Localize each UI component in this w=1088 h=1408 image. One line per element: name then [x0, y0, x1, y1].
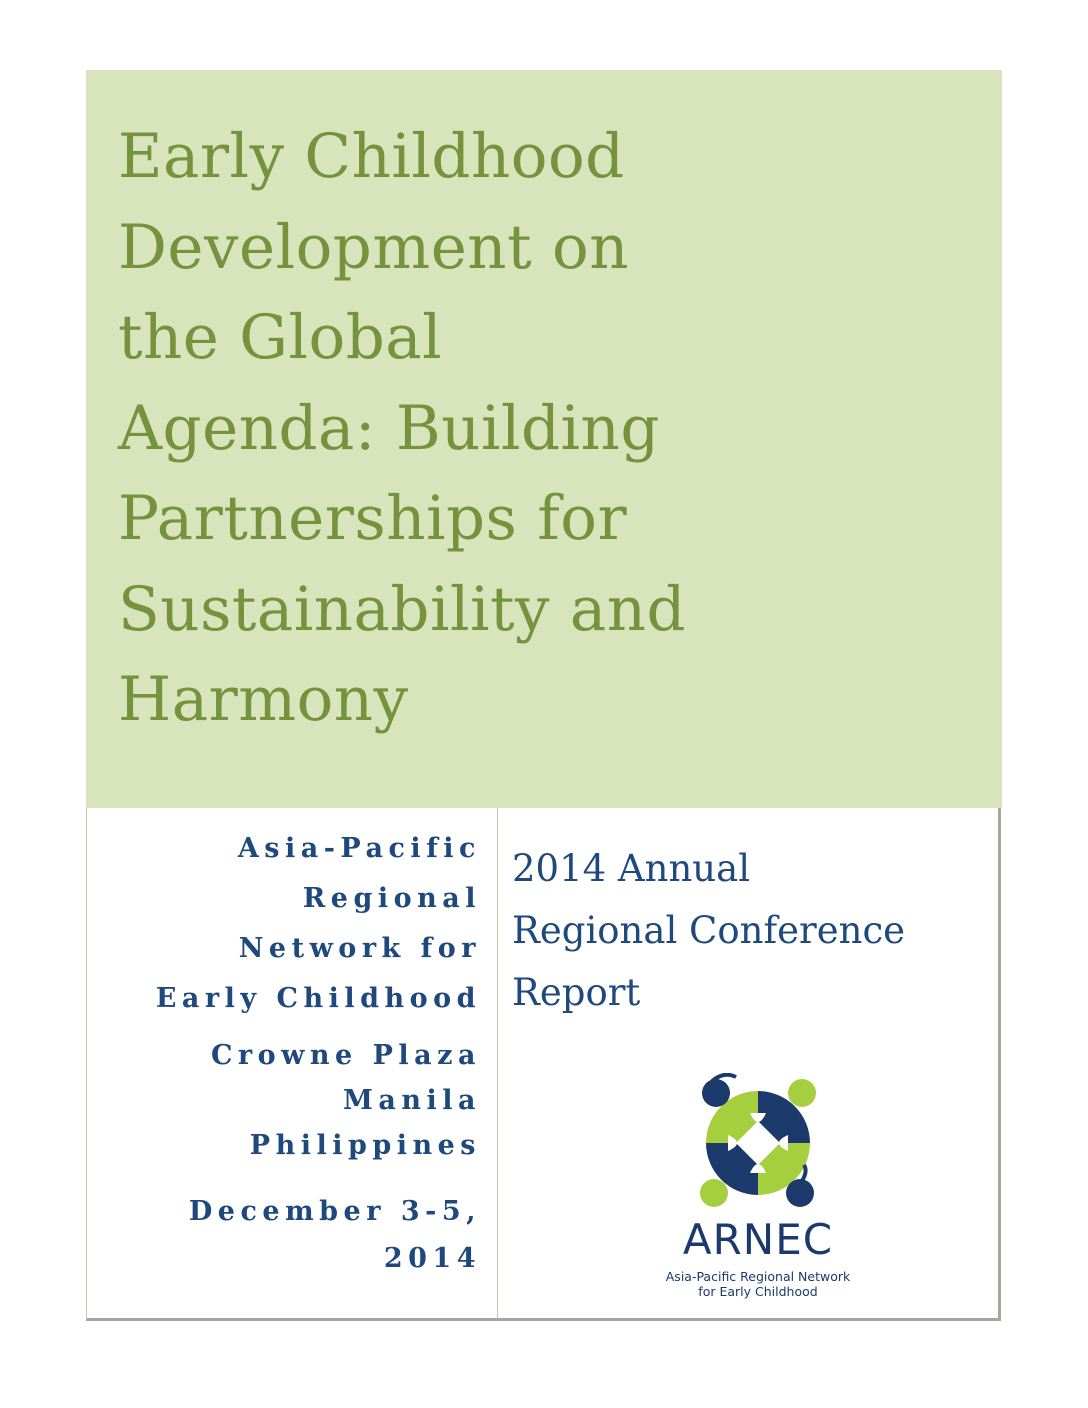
logo-subtitle-line: for Early Childhood	[698, 1284, 818, 1299]
report-info-box	[498, 808, 1001, 1321]
report-subtitle	[512, 838, 905, 1024]
org-line: Asia-Pacific	[237, 833, 481, 864]
venue-line: Manila	[342, 1085, 481, 1116]
date-line: 2014	[383, 1243, 481, 1274]
title-line: Partnerships for	[118, 483, 628, 554]
title-line: Development on	[118, 211, 629, 283]
report-line: Report	[512, 971, 641, 1014]
arnec-logo	[638, 1073, 878, 1299]
title-line: Sustainability and	[118, 573, 687, 645]
cover-title	[118, 112, 878, 746]
report-line: Regional Conference	[512, 909, 906, 952]
title-line: Early Childhood	[118, 121, 625, 192]
logo-wordmark: ARNEC	[682, 1215, 834, 1264]
title-line: Agenda: Building	[118, 392, 660, 464]
title-line: Harmony	[118, 664, 409, 735]
title-line: the Global	[118, 302, 443, 373]
venue-line: Crowne Plaza	[210, 1040, 481, 1071]
organization-info-box	[86, 808, 499, 1321]
org-line: Network for	[238, 933, 481, 964]
logo-subtitle-line: Asia-Pacific Regional Network	[665, 1269, 851, 1284]
venue	[211, 1033, 481, 1168]
report-line: 2014 Annual	[512, 847, 751, 890]
conference-date	[189, 1188, 481, 1282]
arnec-people-circle-icon	[638, 1073, 878, 1213]
org-line: Regional	[302, 883, 481, 914]
logo-subtitle	[638, 1269, 878, 1299]
date-line: December 3-5,	[188, 1196, 481, 1227]
venue-line: Philippines	[249, 1130, 481, 1161]
organization-name	[156, 824, 481, 1024]
org-line: Early Childhood	[155, 983, 481, 1014]
